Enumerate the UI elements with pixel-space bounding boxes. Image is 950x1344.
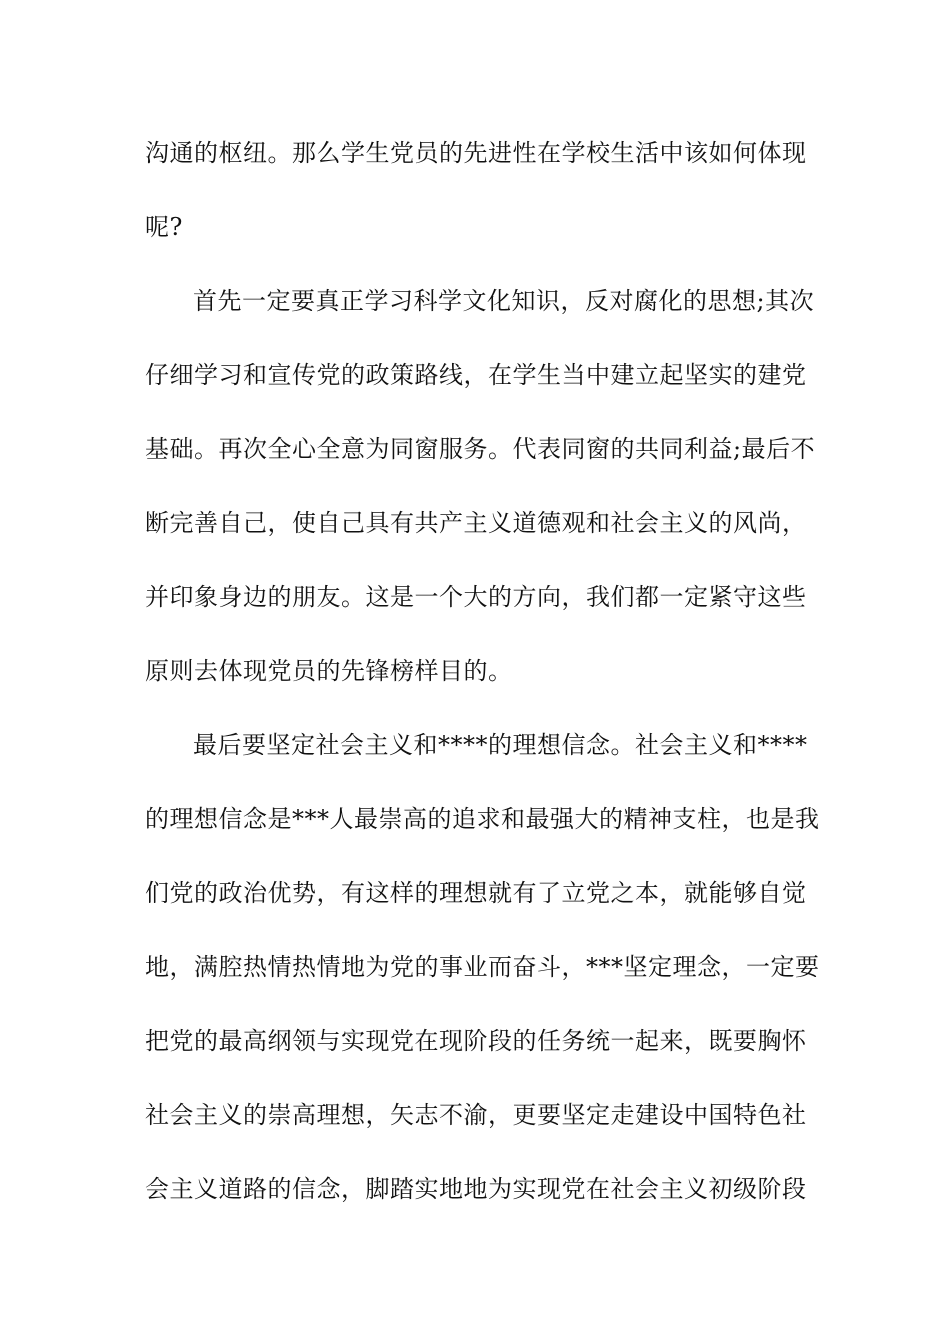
paragraph-2-line-4: 断完善自己，使自己具有共产主义道德观和社会主义的风尚， xyxy=(145,509,807,537)
paragraph-1-line-1: 沟通的枢纽。那么学生党员的先进性在学校生活中该如何体现 xyxy=(145,139,807,167)
paragraph-2-line-6: 原则去体现党员的先锋榜样目的。 xyxy=(145,657,513,685)
paragraph-1-line-2: 呢? xyxy=(145,213,183,241)
paragraph-3-line-2: 的理想信念是***人最崇高的追求和最强大的精神支柱，也是我 xyxy=(145,805,820,833)
paragraph-3-line-6: 社会主义的崇高理想，矢志不渝，更要坚定走建设中国特色社 xyxy=(145,1101,807,1129)
paragraph-2-line-5: 并印象身边的朋友。这是一个大的方向，我们都一定紧守这些 xyxy=(145,583,807,611)
paragraph-3-line-4: 地，满腔热情热情地为党的事业而奋斗，***坚定理念，一定要 xyxy=(145,953,820,981)
paragraph-2-line-2: 仔细学习和宣传党的政策路线，在学生当中建立起坚实的建党 xyxy=(145,361,807,389)
paragraph-3-line-1: 最后要坚定社会主义和****的理想信念。社会主义和**** xyxy=(193,731,808,759)
paragraph-3-line-5: 把党的最高纲领与实现党在现阶段的任务统一起来，既要胸怀 xyxy=(145,1027,807,1055)
paragraph-2-line-3: 基础。再次全心全意为同窗服务。代表同窗的共同利益;最后不 xyxy=(145,435,816,463)
paragraph-3-line-3: 们党的政治优势，有这样的理想就有了立党之本，就能够自觉 xyxy=(145,879,807,907)
paragraph-3-line-7: 会主义道路的信念，脚踏实地地为实现党在社会主义初级阶段 xyxy=(145,1175,807,1203)
paragraph-2-line-1: 首先一定要真正学习科学文化知识，反对腐化的思想;其次 xyxy=(193,287,815,315)
